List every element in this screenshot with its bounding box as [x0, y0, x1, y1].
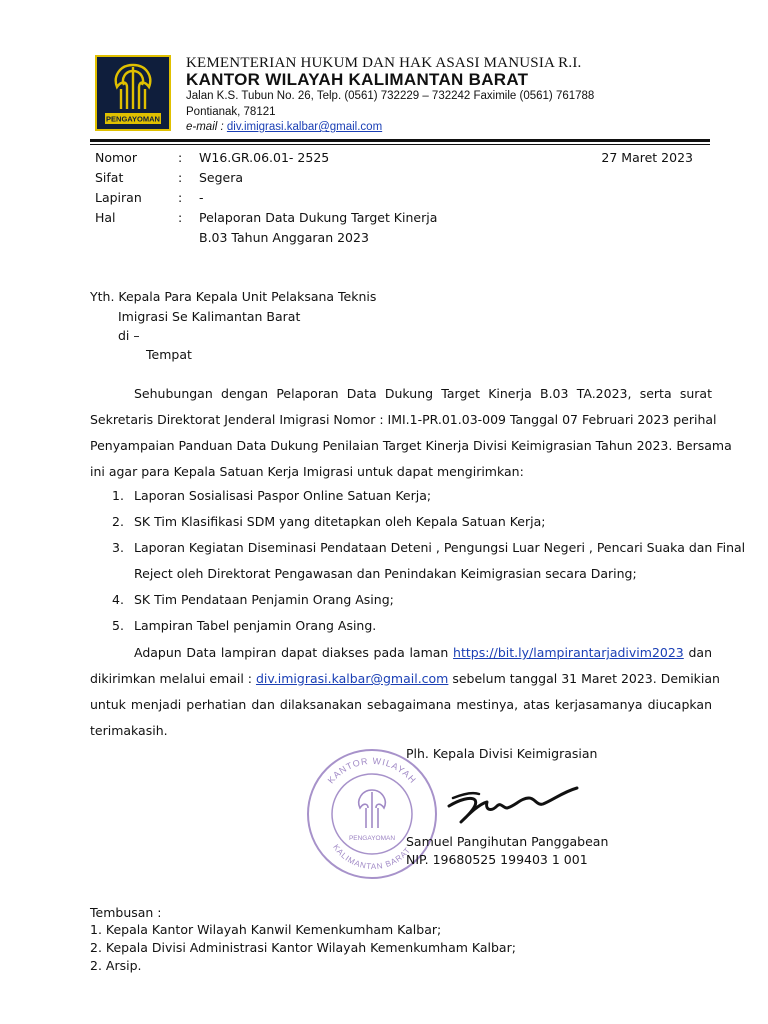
- office-name: KANTOR WILAYAH KALIMANTAN BARAT: [186, 70, 529, 89]
- hal-label: Hal: [95, 210, 116, 225]
- tembusan-item: 2. Arsip.: [90, 958, 142, 973]
- hal-value-2: B.03 Tahun Anggaran 2023: [199, 230, 369, 245]
- office-address: Jalan K.S. Tubun No. 26, Telp. (0561) 732229 – 732242 Faximile (0561) 761788: [186, 90, 595, 102]
- office-city: Pontianak, 78121: [186, 106, 276, 118]
- email-link-body[interactable]: div.imigrasi.kalbar@gmail.com: [255, 671, 449, 686]
- letterhead-divider-thin: [90, 144, 710, 145]
- ministry-name: KEMENTERIAN HUKUM DAN HAK ASASI MANUSIA R.I.: [186, 55, 582, 71]
- addressee-line-3: di –: [118, 328, 140, 343]
- lapiran-colon: :: [178, 190, 183, 205]
- tembusan-item: 1. Kepala Kantor Wilayah Kanwil Kemenkumham Kalbar;: [90, 922, 442, 937]
- p1-line-3: Penyampaian Panduan Data Dukung Penilaian Target Kinerja Divisi Keimigrasian Tahun 2023. Bersama: [90, 438, 732, 453]
- sifat-colon: :: [178, 170, 183, 185]
- stamp-top-text: KANTOR WILAYAH: [325, 755, 419, 786]
- p2-line-3: untuk menjadi perhatian dan dilaksanakan sebagaimana mestinya, atas kerjasamanya diucapkan: [90, 697, 712, 712]
- tembusan-item: 2. Kepala Divisi Administrasi Kantor Wilayah Kemenkumham Kalbar;: [90, 940, 516, 955]
- list-item-continuation: Reject oleh Direktorat Pengawasan dan Penindakan Keimigrasian secara Daring;: [134, 566, 637, 581]
- signatory-nip: NIP. 19680525 199403 1 001: [406, 852, 588, 867]
- pengayoman-logo: [95, 55, 171, 131]
- svg-text:KANTOR WILAYAH: [326, 756, 419, 786]
- addressee-line-4: Tempat: [146, 347, 192, 362]
- sifat-label: Sifat: [95, 170, 124, 185]
- lampiran-link[interactable]: https://bit.ly/lampirantarjadivim2023: [453, 645, 684, 660]
- hal-colon: :: [178, 210, 183, 225]
- pengayoman-emblem-icon: [97, 57, 169, 129]
- lapiran-label: Lapiran: [95, 190, 142, 205]
- signatory-title: Plh. Kepala Divisi Keimigrasian: [406, 746, 598, 761]
- email-label: e-mail :: [186, 121, 227, 133]
- sifat-value: Segera: [199, 170, 244, 185]
- signature-icon: [445, 778, 585, 833]
- p1-line-2: Sekretaris Direktorat Jenderal Imigrasi Nomor : IMI.1-PR.01.03-009 Tanggal 07 Februari 2023 perihal: [90, 412, 717, 427]
- signatory-name: Samuel Pangihutan Panggabean: [406, 834, 609, 849]
- nomor-value: W16.GR.06.01- 2525: [199, 150, 330, 165]
- letter-date: 27 Maret 2023: [601, 150, 693, 165]
- logo-label: PENGAYOMAN: [106, 114, 160, 124]
- addressee-line-1: Yth. Kepala Para Kepala Unit Pelaksana Teknis: [90, 289, 377, 304]
- p1-line-1: Sehubungan dengan Pelaporan Data Dukung Target Kinerja B.03 TA.2023, serta surat: [134, 386, 712, 401]
- p1-line-4: ini agar para Kepala Satuan Kerja Imigrasi untuk dapat mengirimkan:: [90, 464, 524, 479]
- nomor-colon: :: [178, 150, 183, 165]
- list-item: 1. Laporan Sosialisasi Paspor Online Satuan Kerja;: [112, 488, 432, 503]
- hal-value-1: Pelaporan Data Dukung Target Kinerja: [199, 210, 438, 225]
- svg-text:KALIMANTAN BARAT: [331, 843, 412, 871]
- list-item: 2. SK Tim Klasifikasi SDM yang ditetapkan oleh Kepala Satuan Kerja;: [112, 514, 546, 529]
- tembusan-label: Tembusan :: [90, 905, 162, 920]
- p2-line-4: terimakasih.: [90, 723, 168, 738]
- stamp-label: PENGAYOMAN: [348, 835, 396, 842]
- stamp-bottom-text: KALIMANTAN BARAT: [331, 842, 413, 872]
- nomor-label: Nomor: [95, 150, 137, 165]
- letterhead-divider: [90, 139, 710, 142]
- email-link[interactable]: div.imigrasi.kalbar@gmail.com: [226, 121, 383, 133]
- paragraph-1: [90, 381, 732, 485]
- handwritten-signature: [445, 778, 585, 833]
- list-item: 4. SK Tim Pendataan Penjamin Orang Asing;: [112, 592, 394, 607]
- list-item: 5. Lampiran Tabel penjamin Orang Asing.: [112, 618, 377, 633]
- addressee-line-2: Imigrasi Se Kalimantan Barat: [118, 309, 301, 324]
- office-email: [186, 121, 382, 133]
- paragraph-2: [90, 640, 720, 744]
- p2-line-1: Adapun Data lampiran dapat diakses pada laman https://bit.ly/lampirantarjadivim2023 dan: [134, 645, 712, 660]
- lapiran-value: -: [199, 190, 204, 205]
- list-item: 3. Laporan Kegiatan Diseminasi Pendataan Deteni , Pengungsi Luar Negeri , Pencari Suaka dan Final: [112, 540, 746, 555]
- p2-line-2: dikirimkan melalui email : div.imigrasi.kalbar@gmail.com sebelum tanggal 31 Maret 2023. Demikian: [90, 671, 720, 686]
